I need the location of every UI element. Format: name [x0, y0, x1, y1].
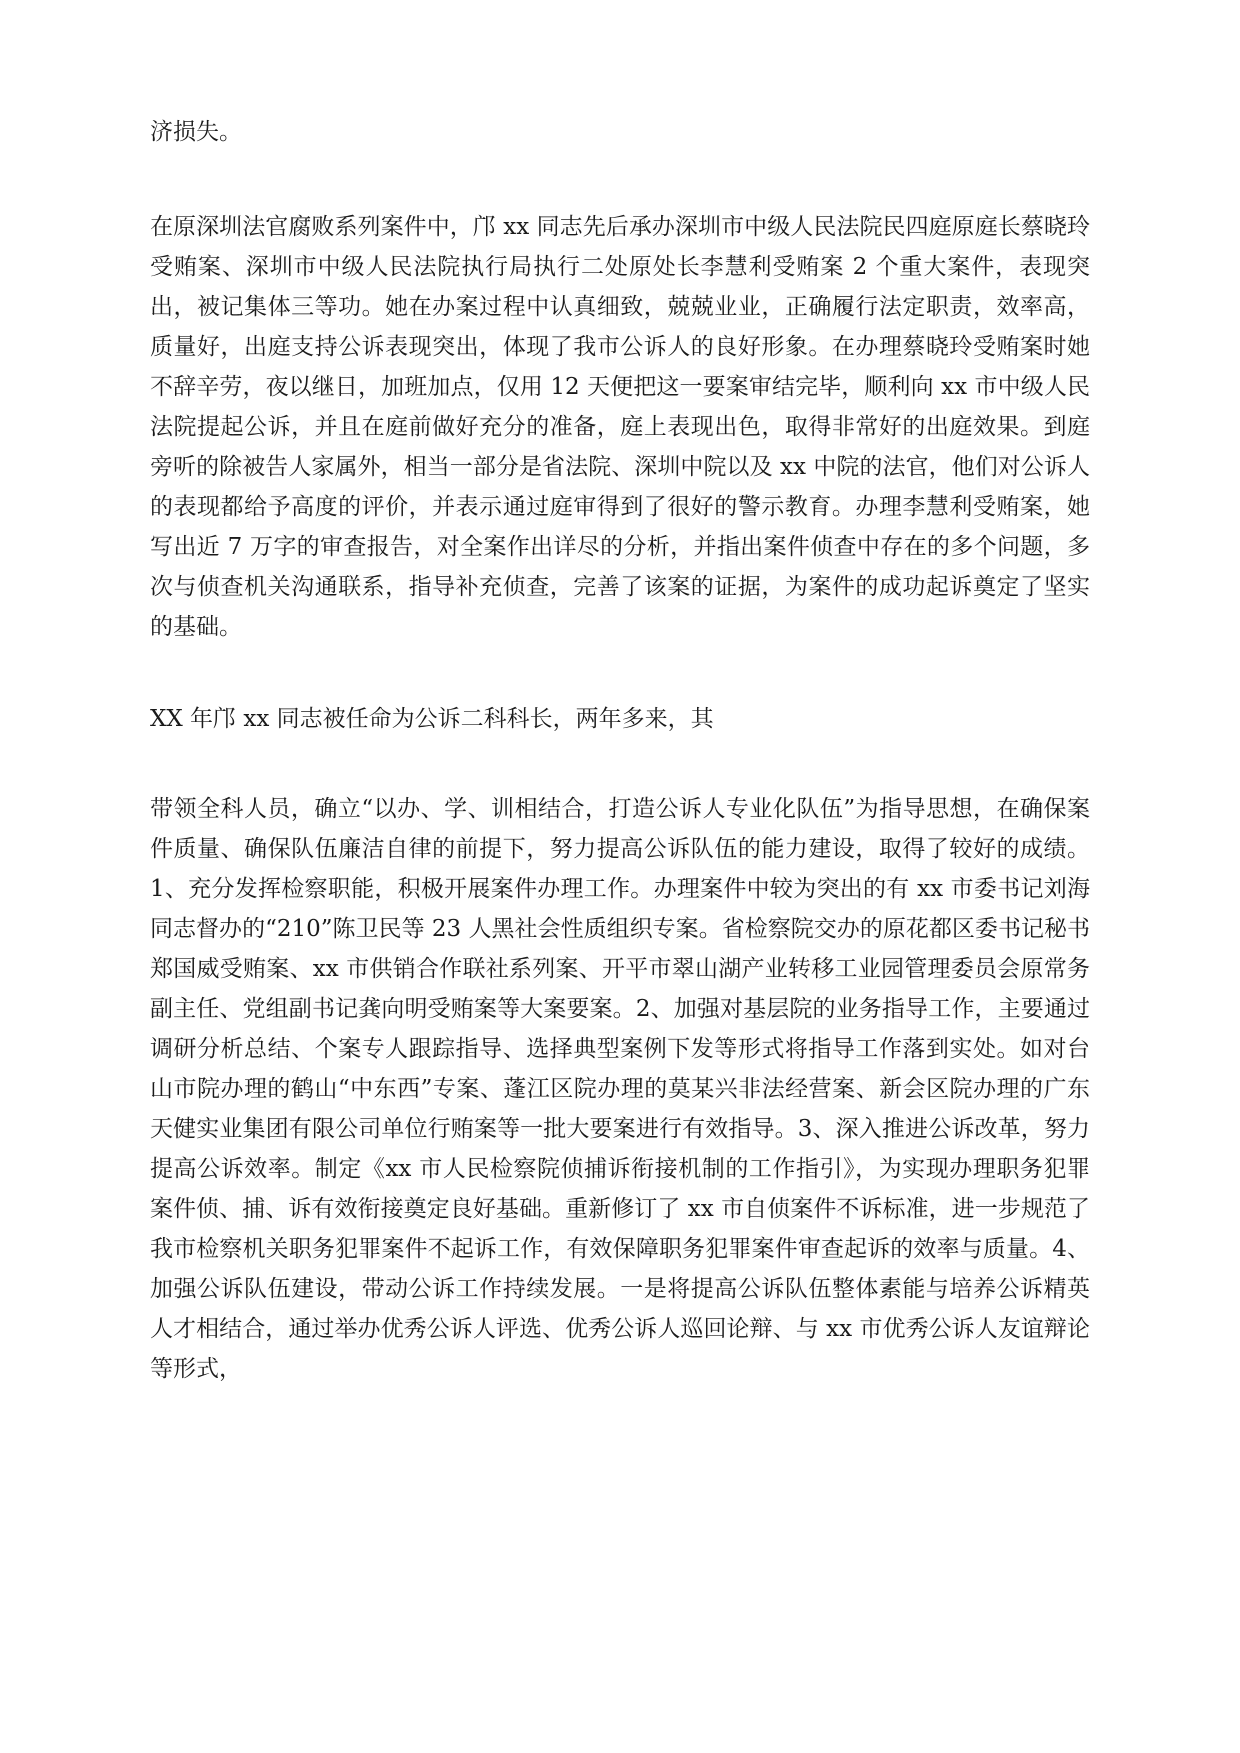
document-page	[150, 112, 1090, 1389]
paragraph-appointment: XX 年邝 xx 同志被任命为公诉二科科长，两年多来，其	[150, 706, 714, 732]
paragraph-continuation: 济损失。	[150, 119, 242, 145]
paragraph-case-handling: 在原深圳法官腐败系列案件中，邝 xx 同志先后承办深圳市中级人民法院民四庭原庭长蔡晓玲受贿案、深圳市中级人民法院执行局执行二处原处长李慧利受贿案 2 个重大案件，表现突出，被记集体三等功。她在办案过程中认真细致，兢兢业业，正确履行法定职责，效率高，质量好，出庭支持公诉表现突出，体现了我市公诉人的良好形象。在办理蔡晓玲受贿案时她不辞辛劳，夜以继日，加班加点，仅用 12 天便把这一要案审结完毕，顺利向 xx 市中级人民法院提起公诉，并且在庭前做好充分的准备，庭上表现出色，取得非常好的出庭效果。到庭旁听的除被告人家属外，相当一部分是省法院、深圳中院以及 xx 中院的法官，他们对公诉人的表现都给予高度的评价，并表示通过庭审得到了很好的警示教育。办理李慧利受贿案，她写出近 7 万字的审查报告，对全案作出详尽的分析，并指出案件侦查中存在的多个问题，多次与侦查机关沟通联系，指导补充侦查，完善了该案的证据，为案件的成功起诉奠定了坚实的基础。	[150, 214, 1090, 640]
paragraph-team-work: 带领全科人员，确立“以办、学、训相结合，打造公诉人专业化队伍”为指导思想，在确保案件质量、确保队伍廉洁自律的前提下，努力提高公诉队伍的能力建设，取得了较好的成绩。1、充分发挥检察职能，积极开展案件办理工作。办理案件中较为突出的有 xx 市委书记刘海同志督办的“210”陈卫民等 23 人黑社会性质组织专案。省检察院交办的原花都区委书记秘书郑国威受贿案、xx 市供销合作联社系列案、开平市翠山湖产业转移工业园管理委员会原常务副主任、党组副书记龚向明受贿案等大案要案。2、加强对基层院的业务指导工作，主要通过调研分析总结、个案专人跟踪指导、选择典型案例下发等形式将指导工作落到实处。如对台山市院办理的鹤山“中东西”专案、蓬江区院办理的莫某兴非法经营案、新会区院办理的广东天健实业集团有限公司单位行贿案等一批大要案进行有效指导。3、深入推进公诉改革，努力提高公诉效率。制定《xx 市人民检察院侦捕诉衔接机制的工作指引》，为实现办理职务犯罪案件侦、捕、诉有效衔接奠定良好基础。重新修订了 xx 市自侦案件不诉标准，进一步规范了我市检察机关职务犯罪案件不起诉工作，有效保障职务犯罪案件审查起诉的效率与质量。4、加强公诉队伍建设，带动公诉工作持续发展。一是将提高公诉队伍整体素能与培养公诉精英人才相结合，通过举办优秀公诉人评选、优秀公诉人巡回论辩、与 xx 市优秀公诉人友谊辩论等形式，	[150, 796, 1090, 1382]
